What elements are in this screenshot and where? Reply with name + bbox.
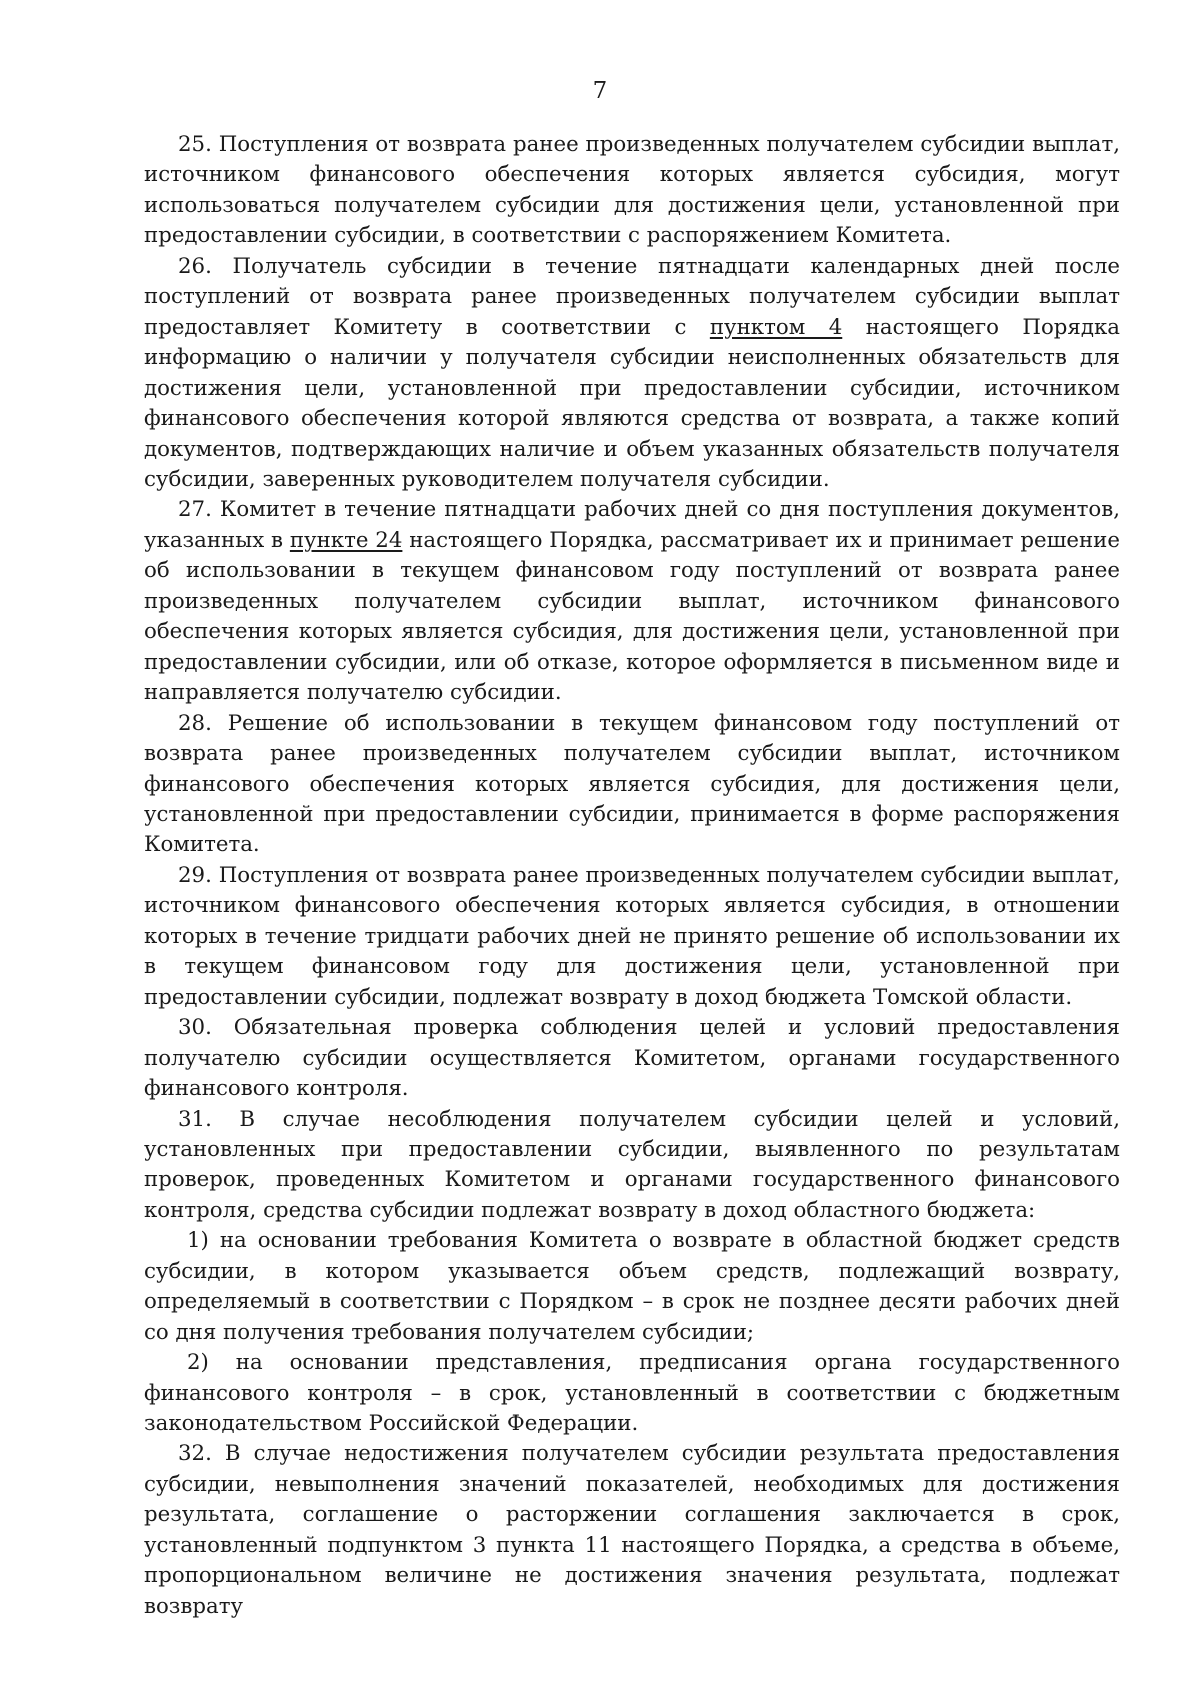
link-punkt-24[interactable]: пункте 24 (289, 527, 403, 553)
paragraph-26-text-after: настоящего Порядка информацию о наличии у получателя субсидии неисполненных обязательств для достижения цели, установленной при предоставлении субсидии, источником финансового обеспечения которой являются средства от возврата, а также копий документов, подтверждающих наличие и объем указанных обязательств получателя субсидии, заверенных руководителем получателя субсидии. (144, 314, 1120, 492)
link-punkt-4[interactable]: пунктом 4 (709, 314, 843, 340)
paragraph-26-text-before: 26. Получатель субсидии в течение пятнадцати календарных дней после поступлений от возврата ранее произведенных получателем субсидии выплат предоставляет Комитету в соответствии с (144, 253, 1120, 340)
paragraph-25: 25. Поступления от возврата ранее произведенных получателем субсидии выплат, источником финансового обеспечения которых является субсидия, могут использоваться получателем субсидии для достижения цели, установленной при предоставлении субсидии, в соответствии с распоряжением Комитета. (144, 132, 1120, 249)
paragraph-26 (144, 252, 1120, 496)
paragraph-31-item-2: 2) на основании представления, предписания органа государственного финансового контроля – в срок, установленный в соответствии с бюджетным законодательством Российской Федерации. (144, 1350, 1120, 1437)
paragraph-31-item-1: 1) на основании требования Комитета о возврате в областной бюджет средств субсидии, в котором указывается объем средств, подлежащий возврату, определяемый в соответствии с Порядком – в срок не позднее десяти рабочих дней со дня получения требования получателем субсидии; (144, 1228, 1120, 1345)
paragraph-27 (144, 495, 1120, 708)
paragraph-32: 32. В случае недостижения получателем субсидии результата предоставления субсидии, невыполнения значений показателей, необходимых для достижения результата, соглашение о расторжении соглашения заключается в срок, установленный подпунктом 3 пункта 11 настоящего Порядка, а средства в объеме, пропорциональном величине не достижения значения результата, подлежат возврату (144, 1441, 1120, 1619)
document-body (144, 130, 1120, 1622)
page-number: 7 (592, 78, 608, 104)
paragraph-31: 31. В случае несоблюдения получателем субсидии целей и условий, установленных при предоставлении субсидии, выявленного по результатам проверок, проведенных Комитетом и органами государственного финансового контроля, средства субсидии подлежат возврату в доход областного бюджета: (144, 1106, 1120, 1223)
paragraph-30: 30. Обязательная проверка соблюдения целей и условий предоставления получателю субсидии осуществляется Комитетом, органами государственного финансового контроля. (144, 1015, 1120, 1102)
paragraph-29: 29. Поступления от возврата ранее произведенных получателем субсидии выплат, источником финансового обеспечения которых является субсидия, в отношении которых в течение тридцати рабочих дней не принято решение об использовании их в текущем финансовом году для достижения цели, установленной при предоставлении субсидии, подлежат возврату в доход бюджета Томской области. (144, 862, 1120, 1010)
paragraph-28: 28. Решение об использовании в текущем финансовом году поступлений от возврата ранее произведенных получателем субсидии выплат, источником финансового обеспечения которых является субсидия, для достижения цели, установленной при предоставлении субсидии, принимается в форме распоряжения Комитета. (144, 710, 1120, 858)
paragraph-27-text-before: 27. Комитет в течение пятнадцати рабочих дней со дня поступления документов, указанных в (144, 497, 1120, 553)
paragraph-27-text-after: настоящего Порядка, рассматривает их и принимает решение об использовании в текущем финансовом году поступлений от возврата ранее произведенных получателем субсидии выплат, источником финансового обеспечения которых является субсидия, для достижения цели, установленной при предоставлении субсидии, или об отказе, которое оформляется в письменном виде и направляется получателю субсидии. (144, 527, 1120, 706)
